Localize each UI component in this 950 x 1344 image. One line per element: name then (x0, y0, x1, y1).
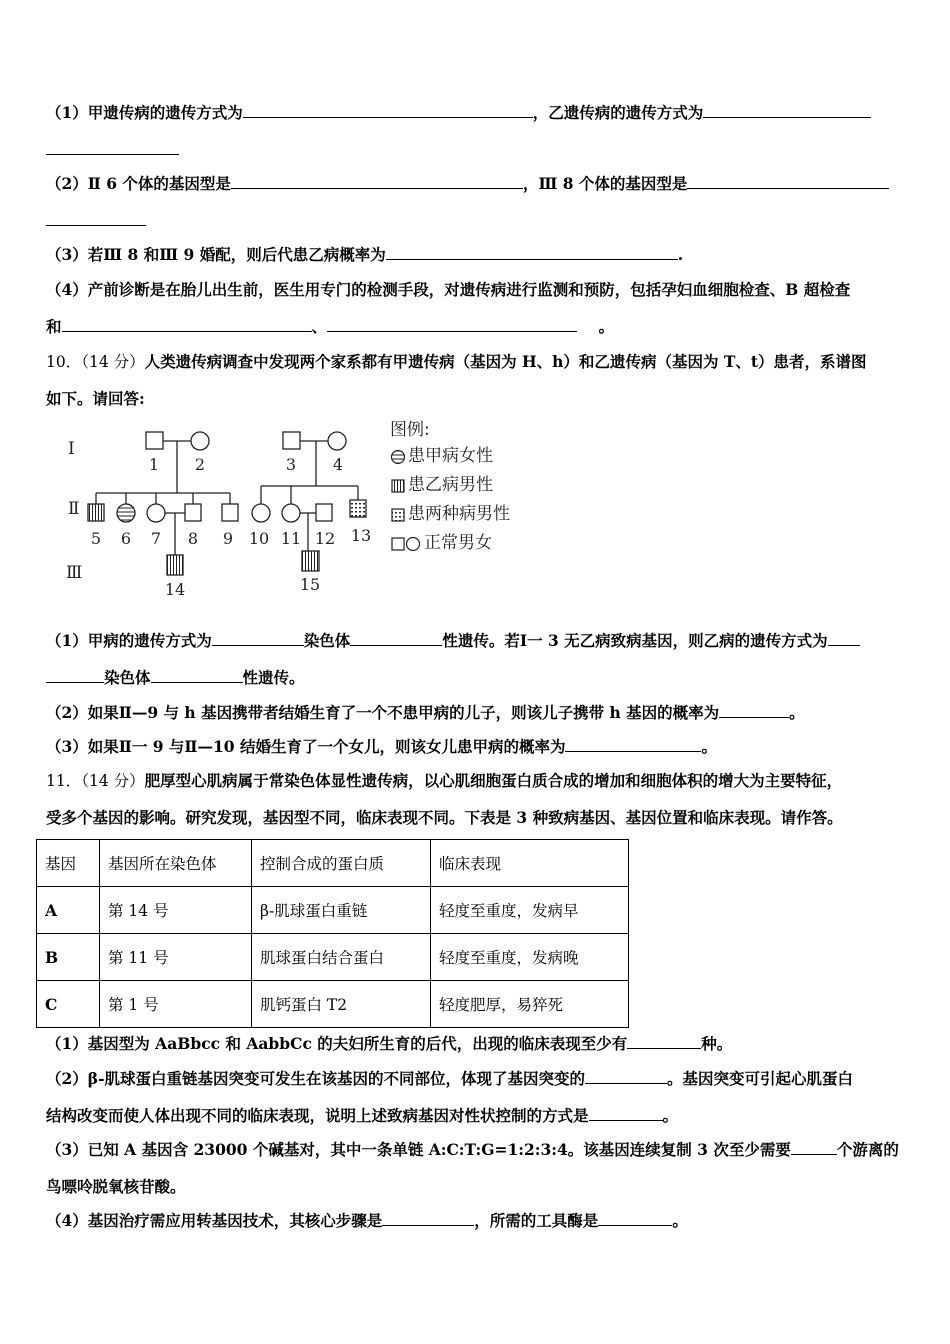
q9-part2: （2）Ⅱ 6 个体的基因型是 ，Ⅲ 8 个体的基因型是 (46, 174, 889, 194)
answer-blank[interactable] (703, 103, 871, 118)
individual-12 (316, 504, 332, 521)
generation-label: Ⅰ (68, 439, 75, 459)
q11-part3: （3）已知 A 基因含 23000 个碱基对，其中一条单链 A:C:T:G=1:2:3:4。该基因连续复制 3 次至少需要 个游离的 (46, 1140, 899, 1159)
table-cell: A (37, 887, 100, 934)
individual-11 (282, 504, 300, 522)
individual-15 (302, 551, 319, 571)
q9-part4: （4）产前诊断是在胎儿出生前，医生用专门的检测手段，对遗传病进行监测和预防，包括孕妇血细胞检查、B 超检查 (46, 280, 851, 299)
answer-blank[interactable] (350, 631, 442, 646)
q10-intro: 10．（14 分）人类遗传病调查中发现两个家系都有甲遗传病（基因为 H、h）和乙遗传病（基因为 T、t）患者，系谱图 (46, 352, 867, 371)
table-row (37, 934, 629, 981)
answer-blank[interactable] (565, 737, 701, 752)
pedigree-chart (58, 418, 388, 598)
q11-part3-continued: 鸟嘌呤脱氧核苷酸。 (46, 1177, 186, 1196)
legend-item: 正常男女 (390, 529, 510, 558)
answer-blank[interactable] (585, 1069, 667, 1084)
individual-label: 8 (187, 529, 199, 548)
legend-item: 患甲病女性 (390, 442, 510, 471)
individual-label: 11 (280, 529, 302, 548)
answer-blank[interactable] (627, 1034, 701, 1049)
table-cell: 轻度至重度，发病早 (431, 887, 629, 934)
individual-14 (167, 555, 183, 575)
answer-blank[interactable] (589, 1106, 663, 1121)
individual-1 (146, 432, 163, 449)
individual-13 (350, 500, 366, 517)
q11-part1: （1）基因型为 AaBbcc 和 AabbCc 的夫妇所生育的后代，出现的临床表现至少有 种。 (46, 1034, 733, 1053)
q10-part2: （2）如果Ⅱ—9 与 h 基因携带者结婚生育了一个不患甲病的儿子，则该儿子携带 h 基因的概率为 。 (46, 703, 805, 722)
pedigree-legend (390, 418, 510, 558)
individual-5 (88, 504, 104, 521)
individual-label: 10 (248, 529, 270, 548)
answer-blank[interactable] (791, 1140, 837, 1155)
q9-part1-continued (46, 140, 179, 160)
answer-blank[interactable] (151, 668, 243, 683)
table-cell: 肌钙蛋白 T2 (252, 981, 431, 1028)
table-header: 基因 (37, 840, 100, 887)
individual-label: 1 (148, 455, 160, 474)
answer-blank[interactable] (719, 703, 789, 718)
q10-part1: （1）甲病的遗传方式为 染色体 性遗传。若Ⅰ一 3 无乙病致病基因，则乙病的遗传方式为 (46, 631, 860, 651)
legend-item: 患乙病男性 (390, 471, 510, 500)
table-header-row (37, 840, 629, 887)
gene-table (36, 839, 629, 1028)
answer-blank[interactable] (62, 317, 312, 332)
table-row (37, 887, 629, 934)
individual-4 (328, 432, 346, 450)
q11-part4: （4）基因治疗需应用转基因技术，其核心步骤是 ，所需的工具酶是 。 (46, 1211, 688, 1230)
answer-blank[interactable] (598, 1211, 672, 1226)
affected-male-b-icon (390, 478, 406, 494)
individual-10 (252, 504, 270, 522)
q9-part1: （1）甲遗传病的遗传方式为 ，乙遗传病的遗传方式为 (46, 103, 871, 123)
q9-part3: （3）若Ⅲ 8 和Ⅲ 9 婚配，则后代患乙病概率为 . (46, 245, 684, 264)
individual-label: 14 (164, 580, 186, 598)
table-cell: 第 14 号 (100, 887, 252, 934)
generation-label: Ⅱ (68, 499, 80, 519)
individual-3 (283, 432, 300, 449)
individual-9 (222, 504, 238, 521)
answer-blank[interactable] (687, 174, 889, 189)
legend-item: 患两种病男性 (390, 500, 510, 529)
answer-blank[interactable] (243, 103, 533, 118)
q11-intro-continued: 受多个基因的影响。研究发现，基因型不同，临床表现不同。下表是 3 种致病基因、基因位置和临床表现。请作答。 (46, 808, 843, 827)
generation-label: Ⅲ (66, 563, 83, 583)
table-cell: 轻度肥厚，易猝死 (431, 981, 629, 1028)
answer-blank[interactable] (46, 140, 179, 155)
table-row (37, 981, 629, 1028)
individual-label: 7 (150, 529, 162, 548)
q11-part2: （2）β-肌球蛋白重链基因突变可发生在该基因的不同部位，体现了基因突变的 。基因突变可引起心肌蛋白 (46, 1069, 854, 1088)
normal-male-female-icon (390, 536, 422, 552)
answer-blank[interactable] (212, 631, 304, 646)
table-cell: β-肌球蛋白重链 (252, 887, 431, 934)
answer-blank[interactable] (327, 317, 577, 332)
q11-part2-continued: 结构改变而使人体出现不同的临床表现，说明上述致病基因对性状控制的方式是 。 (46, 1106, 679, 1125)
table-cell: 第 1 号 (100, 981, 252, 1028)
q10-intro-continued: 如下。请回答: (46, 389, 145, 408)
q9-part4-continued: 和 、 。 (46, 317, 615, 336)
answer-blank[interactable] (231, 174, 523, 189)
affected-male-both-icon (390, 507, 406, 523)
individual-8 (185, 504, 201, 521)
table-cell: B (37, 934, 100, 981)
q10-part3: （3）如果Ⅱ一 9 与Ⅱ—10 结婚生育了一个女儿，则该女儿患甲病的概率为 。 (46, 737, 717, 756)
individual-label: 2 (194, 455, 206, 474)
q9-part2-continued (46, 211, 146, 231)
answer-blank[interactable] (46, 668, 104, 683)
individual-label: 13 (350, 526, 372, 545)
q11-intro: 11．（14 分）肥厚型心肌病属于常染色体显性遗传病，以心肌细胞蛋白质合成的增加和细胞体积的增大为主要特征， (46, 771, 843, 790)
table-header: 基因所在染色体 (100, 840, 252, 887)
individual-label: 15 (299, 575, 321, 594)
q10-part1-continued: 染色体 性遗传。 (46, 668, 305, 688)
individual-label: 6 (120, 529, 132, 548)
answer-blank[interactable] (46, 211, 146, 226)
table-cell: 第 11 号 (100, 934, 252, 981)
table-header: 临床表现 (431, 840, 629, 887)
individual-label: 3 (285, 455, 297, 474)
individual-7 (147, 504, 165, 522)
individual-6 (117, 504, 135, 522)
affected-female-a-icon (390, 449, 406, 465)
individual-label: 4 (332, 455, 344, 474)
table-cell: 轻度至重度，发病晚 (431, 934, 629, 981)
table-cell: 肌球蛋白结合蛋白 (252, 934, 431, 981)
table-cell: C (37, 981, 100, 1028)
answer-blank[interactable] (828, 631, 860, 646)
individual-label: 5 (90, 529, 102, 548)
individual-2 (191, 432, 209, 450)
table-header: 控制合成的蛋白质 (252, 840, 431, 887)
answer-blank[interactable] (382, 1211, 474, 1226)
legend-title: 图例: (390, 420, 430, 440)
individual-label: 9 (222, 529, 234, 548)
answer-blank[interactable] (386, 245, 678, 260)
individual-label: 12 (314, 529, 336, 548)
